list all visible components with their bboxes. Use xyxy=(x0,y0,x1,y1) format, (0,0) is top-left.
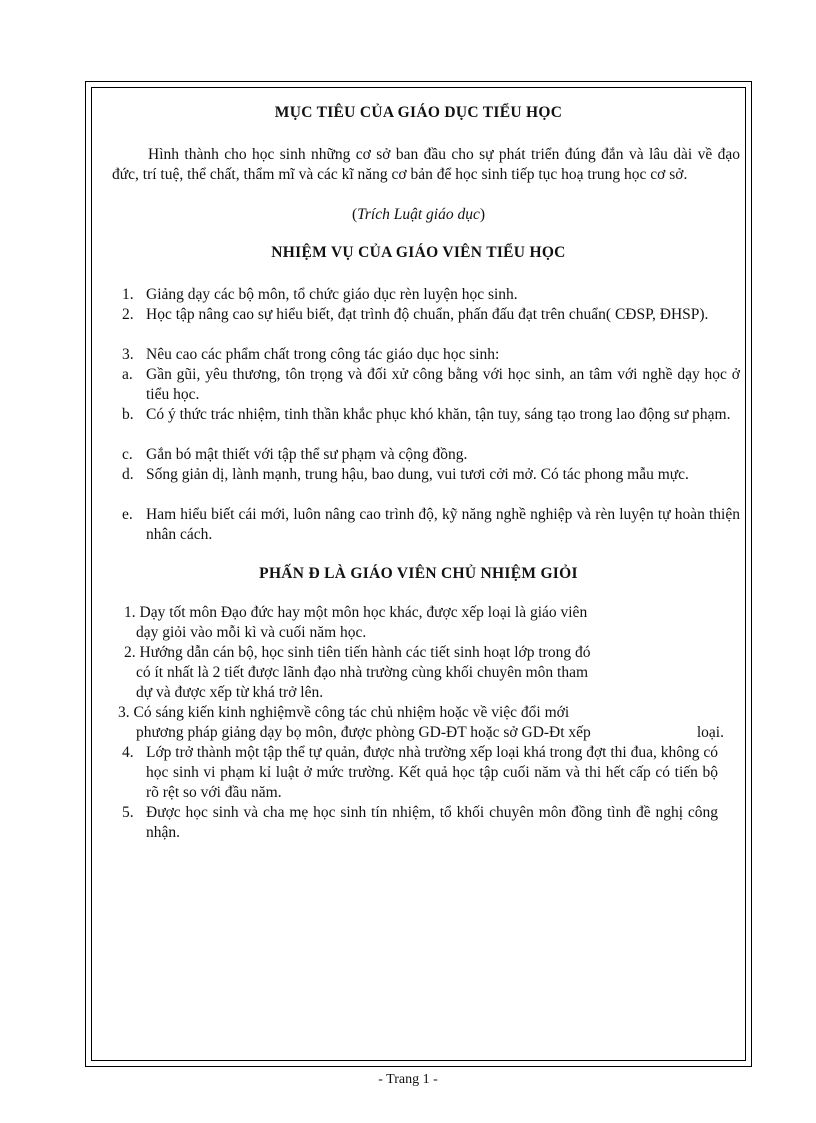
section-title-duties: NHIỆM VỤ CỦA GIÁO VIÊN TIỂU HỌC xyxy=(271,244,566,261)
section-title-objectives: MỤC TIÊU CỦA GIÁO DỤC TIỂU HỌC xyxy=(274,104,563,121)
homeroom-item-1: 1. Dạy tốt môn Đạo đức hay một môn học khác, được xếp loại là giáo viên dạy giỏi vào mỗi kì và cuối năm học. xyxy=(124,604,588,641)
page-number: - Trang 1 - xyxy=(378,1072,438,1087)
duty-item-e: e. Ham hiểu biết cái mới, luôn nâng cao trình độ, kỹ năng nghề nghiệp và rèn luyện tự hoàn thiện nhân cách. xyxy=(122,506,740,543)
duty-item-c: c. Gắn bó mật thiết với tập thể sư phạm và cộng đồng. xyxy=(122,446,468,463)
duty-item-d: d. Sống giản dị, lành mạnh, trung hậu, bao dung, vui tươi cởi mở. Có tác phong mẫu mực. xyxy=(122,466,689,483)
duty-item-2: 2. Học tập nâng cao sự hiểu biết, đạt trình độ chuẩn, phấn đấu đạt trên chuẩn( CĐSP, ĐHSP). xyxy=(122,306,709,323)
citation-text: Trích Luật giáo dục xyxy=(357,206,480,223)
duty-item-1: 1. Giảng dạy các bộ môn, tổ chức giáo dục rèn luyện học sinh. xyxy=(122,286,518,303)
citation: (Trích Luật giáo dục) xyxy=(351,206,486,223)
homeroom-item-5: 5. Được học sinh và cha mẹ học sinh tín nhiệm, tổ khối chuyên môn đồng tình đề nghị công nhận. xyxy=(122,804,718,841)
homeroom-item-4: 4. Lớp trở thành một tập thể tự quản, được nhà trường xếp loại khá trong đợt thi đua, không có học sinh vi phạm kỉ luật ở mức trường. Kết quả học tập cuối năm và thi hết cấp có tiến bộ rõ rệt so với đầu năm. xyxy=(122,744,718,801)
duty-item-3: 3. Nêu cao các phẩm chất trong công tác giáo dục học sinh: xyxy=(122,346,500,363)
homeroom-item-2: 2. Hướng dẫn cán bộ, học sinh tiên tiến hành các tiết sinh hoạt lớp trong đó có ít nhất là 2 tiết được lãnh đạo nhà trường cùng khối chuyên môn tham dự và được xếp từ khá trở lên. xyxy=(124,644,591,701)
objectives-paragraph: Hình thành cho học sinh những cơ sở ban đầu cho sự phát triển đúng đắn và lâu dài về đạo đức, trí tuệ, thể chất, thẩm mĩ và các kĩ năng cơ bản để học sinh tiếp tục hoạ trung học cơ sở. xyxy=(112,146,740,183)
duty-item-a: a. Gần gũi, yêu thương, tôn trọng và đối xử công bằng với học sinh, an tâm với nghề dạy học ở tiểu học. xyxy=(122,366,740,403)
homeroom-item-3: 3. Có sáng kiến kinh nghiệmvề công tác chủ nhiệm hoặc về việc đổi mới phương pháp giảng dạy bọ môn, được phòng GD-ĐT hoặc sở GD-Đt xếp loại. xyxy=(118,704,724,741)
duty-item-b: b. Có ý thức trác nhiệm, tinh thần khắc phục khó khăn, tận tuy, sáng tạo trong lao động sư phạm. xyxy=(122,406,731,423)
section-title-homeroom: PHẤN Đ LÀ GIÁO VIÊN CHỦ NHIỆM GIỎI xyxy=(259,565,578,582)
